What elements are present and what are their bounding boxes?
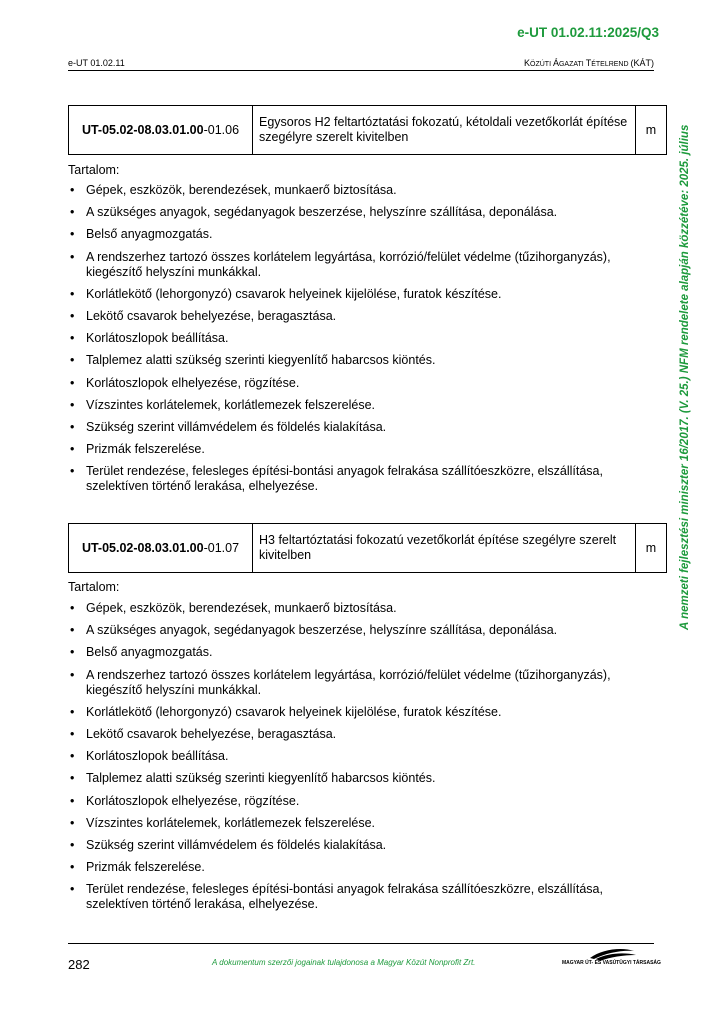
list-item: • Terület rendezése, felesleges építési-bontási anyagok felrakása szállítóeszközre, elszállítása, szelektíven történő lerakása, elhelyezése. <box>68 464 658 494</box>
list-item: • A szükséges anyagok, segédanyagok beszerzése, helyszínre szállítása, deponálása. <box>68 205 658 220</box>
header-left-code: e-UT 01.02.11 <box>68 58 125 68</box>
list-item: • Talplemez alatti szükség szerinti kiegyenlítő habarcsos kiöntés. <box>68 353 658 368</box>
list-item: • Belső anyagmozgatás. <box>68 227 658 242</box>
list-item: • A rendszerhez tartozó összes korlátelem legyártása, korrózió/felület védelme (tűzihorganyzás), kiegészítő helyszíni munkákkal. <box>68 250 658 280</box>
list-item: • Belső anyagmozgatás. <box>68 645 658 660</box>
list-item: • Szükség szerint villámvédelem és földelés kialakítása. <box>68 838 658 853</box>
header-title-part: T <box>585 58 592 68</box>
item-description: H3 feltartóztatási fokozatú vezetőkorlát építése szegélyre szerelt kivitelben <box>253 524 636 573</box>
content-label-2: Tartalom: <box>68 580 120 594</box>
list-item: • Gépek, eszközök, berendezések, munkaerő biztosítása. <box>68 601 658 616</box>
item-table-1 <box>68 105 667 155</box>
list-item: • Prizmák felszerelése. <box>68 442 658 457</box>
list-item: • Korlátlekötő (lehorgonyzó) csavarok helyeinek kijelölése, furatok készítése. <box>68 705 658 720</box>
list-item: • Terület rendezése, felesleges építési-bontási anyagok felrakása szállítóeszközre, elszállítása, szelektíven történő lerakása, elhelyezése. <box>68 882 658 912</box>
item-unit: m <box>636 106 667 155</box>
header-title-part: ÉTELREND <box>591 61 631 68</box>
list-item: • Lekötő csavarok behelyezése, beragasztása. <box>68 727 658 742</box>
list-item: • A rendszerhez tartozó összes korlátelem legyártása, korrózió/felület védelme (tűzihorganyzás), kiegészítő helyszíni munkákkal. <box>68 668 658 698</box>
header-title-part: GAZATI <box>558 61 586 68</box>
header-title-part: K <box>524 58 531 68</box>
item-code: UT-05.02-08.03.01.00-01.06 <box>69 106 253 155</box>
page-number: 282 <box>68 957 90 972</box>
logo-text: MAGYAR ÚT- ÉS VASÚTÜGYI TÁRSASÁG <box>562 960 661 966</box>
content-list-2 <box>68 601 658 919</box>
header-right-title <box>524 58 654 68</box>
content-label-1: Tartalom: <box>68 163 120 177</box>
list-item: • A szükséges anyagok, segédanyagok beszerzése, helyszínre szállítása, deponálása. <box>68 623 658 638</box>
footer-divider <box>68 943 654 944</box>
header-title-part: Á <box>552 58 559 68</box>
list-item: • Lekötő csavarok behelyezése, beragasztása. <box>68 309 658 324</box>
list-item: • Vízszintes korlátelemek, korlátlemezek felszerelése. <box>68 816 658 831</box>
item-table-2 <box>68 523 667 573</box>
list-item: • Korlátlekötő (lehorgonyzó) csavarok helyeinek kijelölése, furatok készítése. <box>68 287 658 302</box>
list-item: • Gépek, eszközök, berendezések, munkaerő biztosítása. <box>68 183 658 198</box>
list-item: • Korlátoszlopok beállítása. <box>68 331 658 346</box>
header-title-part: ÖZÚTI <box>530 61 553 68</box>
list-item: • Korlátoszlopok elhelyezése, rögzítése. <box>68 794 658 809</box>
list-item: • Vízszintes korlátelemek, korlátlemezek felszerelése. <box>68 398 658 413</box>
list-item: • Szükség szerint villámvédelem és földelés kialakítása. <box>68 420 658 435</box>
copyright-note: A dokumentum szerzői jogainak tulajdonosa a Magyar Közút Nonprofit Zrt. <box>212 958 476 967</box>
list-item: • Korlátoszlopok elhelyezése, rögzítése. <box>68 376 658 391</box>
list-item: • Prizmák felszerelése. <box>68 860 658 875</box>
document-id: e-UT 01.02.11:2025/Q3 <box>517 25 659 40</box>
item-unit: m <box>636 524 667 573</box>
header-title-part: (KÁT) <box>630 58 654 68</box>
list-item: • Korlátoszlopok beállítása. <box>68 749 658 764</box>
list-item: • Talplemez alatti szükség szerinti kiegyenlítő habarcsos kiöntés. <box>68 771 658 786</box>
header-divider <box>68 70 654 71</box>
content-list-1 <box>68 183 658 501</box>
side-publication-note: A nemzeti fejlesztési miniszter 16/2017. (V. 25.) NFM rendelete alapján közzétéve: 2025. július <box>679 124 691 630</box>
item-description: Egysoros H2 feltartóztatási fokozatú, kétoldali vezetőkorlát építése szegélyre szerelt kivitelben <box>253 106 636 155</box>
item-code: UT-05.02-08.03.01.00-01.07 <box>69 524 253 573</box>
